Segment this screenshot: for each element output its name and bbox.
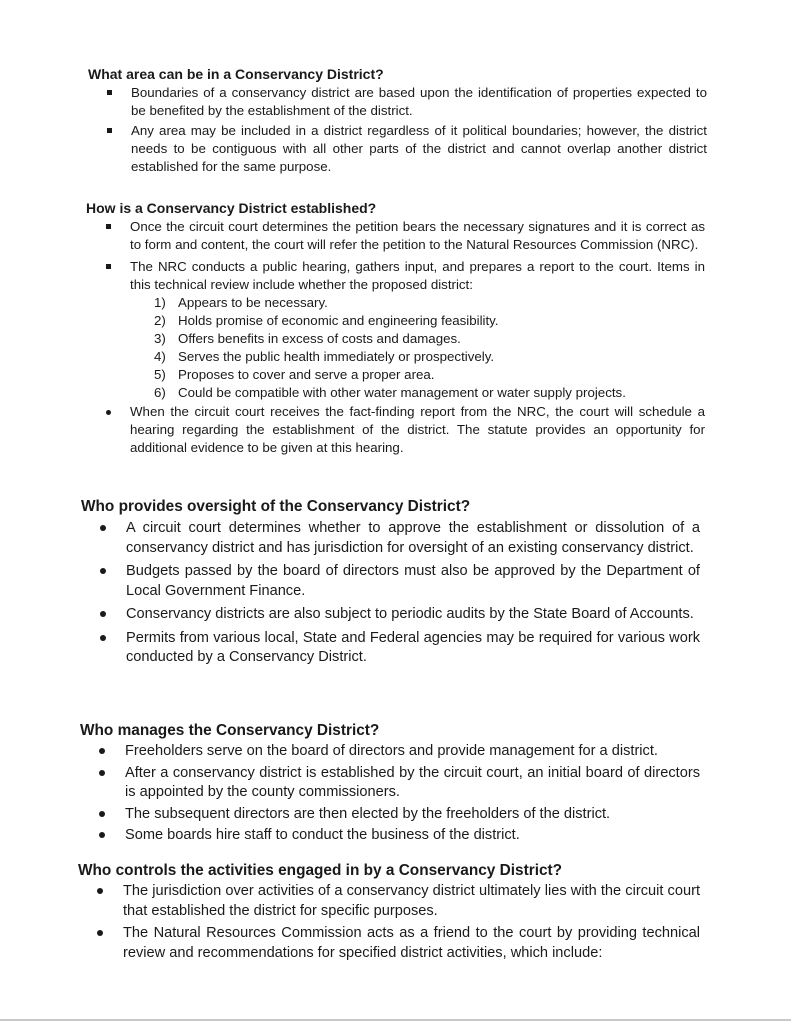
section-heading: What area can be in a Conservancy District? [88,66,384,82]
criteria-text: Could be compatible with other water management or water supply projects. [178,385,626,400]
list-item-text: Boundaries of a conservancy district are based upon the identification of properties expected to be benefited by the establishment of the district. [131,85,707,118]
list-item [106,258,705,402]
list-item [106,218,705,254]
list-item [97,882,700,921]
criteria-item [154,366,705,384]
criteria-item [154,348,705,366]
round-bullet-icon [97,930,103,936]
list-item-text: The subsequent directors are then elected by the freeholders of the district. [125,805,611,822]
criteria-text: Holds promise of economic and engineering feasibility. [178,313,499,328]
list-item [107,122,707,176]
bullet-list [100,519,700,668]
list-item [100,605,700,625]
list-item [99,826,700,846]
list-item-text: Budgets passed by the board of directors must also be approved by the Department of Local Government Finance. [126,563,700,599]
criteria-item [154,294,705,312]
list-item-text: Freeholders serve on the board of directors and provide management for a district. [125,743,658,759]
round-bullet-icon [100,611,106,617]
section-heading: Who manages the Conservancy District? [80,722,380,739]
list-item-text: The Natural Resources Commission acts as a friend to the court by providing technical review and recommendations for specified district activities, which include: [123,925,700,961]
criteria-item [154,384,705,402]
bullet-list [107,84,707,176]
square-bullet-icon [107,128,112,133]
criteria-text: Offers benefits in excess of costs and damages. [178,331,461,346]
list-item [99,764,700,803]
criteria-number: 5) [154,367,166,382]
round-bullet-icon [97,888,103,894]
criteria-item [154,312,705,330]
round-bullet-icon [106,410,111,415]
scan-edge-line [0,1019,791,1021]
list-item-text: A circuit court determines whether to approve the establishment or dissolution of a conservancy district and has jurisdiction for oversight of an existing conservancy district. [126,520,700,556]
round-bullet-icon [99,832,105,838]
list-item-text: Any area may be included in a district regardless of it political boundaries; however, the district needs to be contiguous with all other parts of the district and cannot overlap another district established for the same purpose. [131,123,707,174]
list-item-text: Some boards hire staff to conduct the business of the district. [125,827,520,843]
round-bullet-icon [99,748,105,754]
bullet-list [97,882,700,963]
section-heading: How is a Conservancy District established? [86,200,377,216]
list-item-text: Conservancy districts are also subject to periodic audits by the State Board of Accounts. [126,606,694,622]
list-item [106,403,705,457]
list-item-text: After a conservancy district is established by the circuit court, an initial board of directors is appointed by the county commissioners. [125,764,700,800]
list-item [100,519,700,558]
list-item-text: The jurisdiction over activities of a conservancy district ultimately lies with the circuit court that established the district for specific purposes. [123,883,700,919]
list-item-text: The NRC conducts a public hearing, gathers input, and prepares a report to the court. Items in this technical review include whether the proposed district: [130,259,705,292]
criteria-number: 6) [154,385,166,400]
round-bullet-icon [99,811,105,817]
round-bullet-icon [100,635,106,641]
criteria-number: 4) [154,349,166,364]
list-item [100,562,700,601]
list-item-text: When the circuit court receives the fact-finding report from the NRC, the court will schedule a hearing regarding the establishment of the district. The statute provides an opportunity for additional evidence to be given at this hearing. [130,404,705,455]
criteria-number: 3) [154,331,166,346]
square-bullet-icon [107,90,112,95]
criteria-list [154,294,705,402]
section-heading: Who provides oversight of the Conservancy District? [81,498,471,515]
criteria-item [154,330,705,348]
list-item [99,742,700,762]
round-bullet-icon [100,568,106,574]
square-bullet-icon [106,224,111,229]
bullet-list [99,742,700,846]
criteria-text: Proposes to cover and serve a proper area. [178,367,435,382]
list-item-text: Once the circuit court determines the petition bears the necessary signatures and it is correct as to form and content, the court will refer the petition to the Natural Resources Commission (NRC). [130,219,705,252]
square-bullet-icon [106,264,111,269]
list-item [107,84,707,120]
list-item [100,629,700,668]
list-item [97,924,700,963]
criteria-text: Serves the public health immediately or prospectively. [178,349,495,364]
list-item [99,805,700,825]
section-heading: Who controls the activities engaged in by a Conservancy District? [78,862,563,879]
criteria-number: 2) [154,313,166,328]
round-bullet-icon [100,525,106,531]
criteria-number: 1) [154,295,166,310]
round-bullet-icon [99,770,105,776]
criteria-text: Appears to be necessary. [178,295,328,310]
bullet-list [106,218,705,457]
list-item-text: Permits from various local, State and Federal agencies may be required for various work conducted by a Conservancy District. [126,629,700,665]
